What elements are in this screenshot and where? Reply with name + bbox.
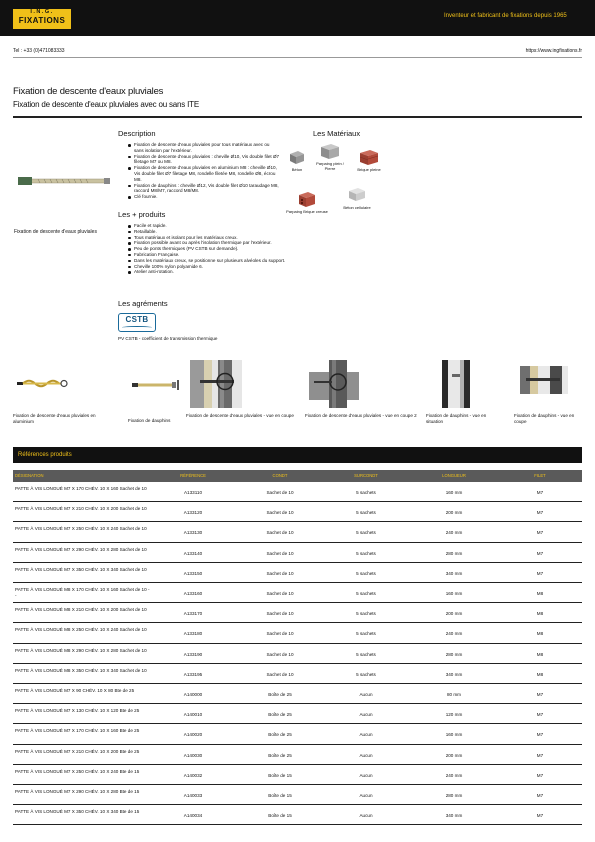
cell-designation: PATTE À VIS LONGUÉ M7 X 350 CHÉV. 10 X 340 Sachet de 10 [15, 566, 147, 572]
table-row [13, 664, 582, 684]
cell-condt: Sachet de 10 [266, 651, 294, 657]
cell-designation: PATTE À VIS LONGUÉ M8 X 250 CHÉV. 10 X 240 Sachet de 10 [15, 627, 147, 633]
beton-cellulaire-icon [347, 186, 367, 204]
brique-creuse-icon [297, 190, 317, 208]
cell-reference: A133170 [183, 611, 203, 617]
material-brique-pleine [352, 148, 386, 173]
cell-designation: PATTE À VIS LONGUÉ M7 X 250 CHÉV. 10 X 240 Sachet de 10 [15, 526, 147, 532]
cell-designation: PATTE À VIS LONGUÉ M7 X 90 CHÉV. 10 X 80 Bte de 25 [15, 688, 135, 693]
cell-designation: PATTE À VIS LONGUÉ M7 X 130 CHÉV. 10 X 120 Bte de 25 [15, 708, 140, 714]
gallery-image-coupe [190, 360, 242, 408]
cell-reference: A140010 [183, 712, 203, 718]
list-item: Fixation de descente d'eaux pluviales : cheville Ø10, Vis double filet Ø7 filetage M7 ou M8. [128, 154, 280, 166]
cell-filet: M7 [536, 550, 544, 556]
gallery-caption-coupe-2: Fixation de descente d'eaux pluviales - vue en coupe 2 [305, 413, 417, 418]
column-header-surcondt: SURCONDT [354, 473, 378, 478]
cell-designation: PATTE À VIS LONGUÉ M8 X 210 CHÉV. 10 X 200 Sachet de 10 [15, 607, 147, 613]
material-label: Béton cellulaire [343, 205, 371, 210]
cell-surcondt: 5 sachets [356, 530, 376, 536]
ing-fixations-logo[interactable] [13, 9, 71, 29]
list-item: Cheville 100% nylon polyamide 6. [128, 264, 288, 270]
cell-condt: Sachet de 10 [266, 611, 294, 617]
description-list [128, 142, 280, 200]
list-item: Clé fournie. [128, 194, 280, 200]
cell-surcondt: Aucun [359, 793, 373, 798]
cell-reference: A140033 [183, 793, 203, 798]
pv-cstb-text[interactable]: PV CSTB - coefficient de transmission thermique [118, 336, 218, 341]
material-beton [286, 148, 308, 173]
material-parpaing-plein [312, 142, 348, 171]
cell-designation: PATTE À VIS LONGUÉ M7 X 170 CHÉV. 10 X 160 Sachet de 10 [15, 486, 147, 491]
cell-filet: M7 [536, 732, 544, 738]
cell-reference: A133150 [183, 570, 203, 576]
cell-condt: Sachet de 10 [266, 631, 294, 637]
table-row [13, 745, 582, 765]
column-header-longueur: LONGUEUR [442, 473, 466, 478]
cell-designation: PATTE À VIS LONGUÉ M8 X 350 CHÉV. 10 X 340 Sachet de 10 [15, 667, 147, 673]
cell-longueur: 280 mm [445, 550, 463, 556]
cell-surcondt: 5 sachets [356, 570, 376, 576]
cell-reference: A133110 [183, 490, 203, 495]
cstb-logo-text: CSTB [125, 315, 149, 324]
cell-designation: PATTE À VIS LONGUÉ M7 X 290 CHÉV. 10 X 280 Bte de 15 [15, 789, 140, 794]
page-subtitle: Fixation de descente d'eaux pluviales avec ou sans ITE [13, 100, 199, 109]
title-divider [13, 116, 582, 118]
plus-produits-title: Les + produits [118, 210, 166, 219]
list-item: Fixation de dauphins : cheville Ø12, Vis double filet Ø10 taraudage M8, raccord M8/M7, raccord M8/M8. [128, 183, 280, 195]
cell-filet: M7 [536, 530, 544, 536]
column-header-designation: DÉSIGNATION [15, 473, 44, 478]
table-row [13, 724, 582, 744]
table-row [13, 704, 582, 724]
material-brique-creuse [286, 190, 328, 215]
cell-longueur: 340 mm [445, 671, 463, 677]
cell-longueur: 240 mm [445, 772, 463, 778]
materials-grid [286, 142, 396, 226]
product-caption: Fixation de descente d'eaux pluviales [14, 229, 97, 235]
list-item: Fixation possible avant ou après l'isolation thermique par l'extérieur. [128, 240, 288, 246]
cell-reference: A133140 [183, 550, 203, 556]
page-title: Fixation de descente d'eaux pluviales [13, 86, 164, 97]
table-row [13, 785, 582, 805]
column-header-condt: CONDT [272, 473, 288, 478]
cell-condt: Sachet de 10 [266, 490, 294, 495]
cell-reference: A140030 [183, 752, 203, 758]
table-row [13, 583, 582, 603]
table-row [13, 765, 582, 785]
cell-filet: M8 [536, 671, 544, 677]
cell-longueur: 160 mm [445, 490, 463, 495]
beton-icon [288, 148, 306, 166]
table-row [13, 603, 582, 623]
tagline: Inventeur et fabricant de fixations depuis 1965 [444, 13, 567, 19]
top-banner [0, 0, 595, 36]
cell-condt: Sachet de 10 [266, 550, 294, 556]
column-header-reference: RÉFÉRENCE [180, 473, 206, 478]
cell-surcondt: Aucun [359, 752, 373, 758]
cell-longueur: 160 mm [445, 732, 463, 738]
references-title: Références produits [13, 447, 582, 463]
cell-designation: PATTE À VIS LONGUÉ M7 X 350 CHÉV. 10 X 340 Bte de 15 [15, 809, 140, 815]
cell-filet: M8 [536, 611, 544, 617]
material-label: Brique pleine [357, 167, 381, 172]
header-divider [13, 57, 582, 58]
cell-reference: A140032 [183, 772, 203, 778]
cell-longueur: 120 mm [445, 712, 463, 718]
cell-reference: A140000 [183, 692, 203, 697]
cell-surcondt: 5 sachets [356, 671, 376, 677]
cell-filet: M7 [536, 712, 544, 718]
table-row [13, 684, 582, 704]
list-item: Peu de ponts thermiques (PV CSTB sur demande). [128, 246, 288, 252]
material-label: Béton [291, 167, 303, 172]
logo-line2: FIXATIONS [18, 15, 66, 25]
table-row [13, 522, 582, 542]
cell-longueur: 200 mm [445, 752, 463, 758]
list-item: Fixation de descente d'eaux pluviales pour tous matériaux avec ou sans isolation par l'extérieur. [128, 142, 280, 154]
list-item: Tous matériaux et isolant pour les matériaux creux. [128, 235, 288, 241]
cell-condt: Boîte de 25 [268, 692, 292, 697]
table-row [13, 805, 582, 825]
cell-condt: Sachet de 10 [266, 591, 294, 596]
cell-surcondt: 5 sachets [356, 631, 376, 637]
cell-designation: PATTE À VIS LONGUÉ M7 X 250 CHÉV. 10 X 240 Bte de 15 [15, 768, 140, 774]
cstb-logo-arc [122, 326, 152, 329]
cell-reference: A140034 [183, 813, 203, 819]
table-row [13, 623, 582, 643]
cell-filet: M8 [536, 591, 544, 596]
cell-condt: Boîte de 25 [268, 752, 292, 758]
cell-reference: A133195 [183, 671, 203, 677]
cell-filet: M7 [536, 570, 544, 576]
cell-condt: Sachet de 10 [266, 530, 294, 536]
cstb-logo[interactable] [118, 313, 156, 332]
cell-surcondt: Aucun [359, 813, 373, 819]
cell-longueur: 340 mm [445, 813, 463, 819]
cell-filet: M7 [536, 793, 544, 798]
cell-designation: PATTE À VIS LONGUÉ M7 X 210 CHÉV. 10 X 200 Sachet de 10 [15, 506, 147, 512]
cell-filet: M7 [536, 813, 544, 819]
cell-filet: M7 [536, 772, 544, 778]
cell-longueur: 80 mm [446, 692, 462, 697]
cell-condt: Sachet de 10 [266, 570, 294, 576]
material-label: Parpaing Brique creuse [286, 209, 328, 214]
cell-condt: Sachet de 10 [266, 671, 294, 677]
cell-reference: A140020 [183, 732, 203, 738]
list-item: Atelier anti-rotation. [128, 269, 288, 275]
cell-filet: M7 [536, 510, 544, 516]
logo-line1: I.N.G. [30, 9, 54, 15]
gallery-image-dauphins-situation [442, 360, 470, 408]
table-row [13, 502, 582, 522]
product-image [18, 174, 110, 188]
parpaing-plein-icon [319, 142, 341, 160]
phone-number[interactable]: Tel : +33 (0)471083333 [13, 48, 65, 54]
cell-surcondt: Aucun [359, 692, 373, 697]
cell-surcondt: Aucun [359, 732, 373, 738]
cell-surcondt: 5 sachets [356, 611, 376, 617]
cell-longueur: 340 mm [445, 570, 463, 576]
cell-filet: M8 [536, 651, 544, 657]
cell-longueur: 280 mm [445, 651, 463, 657]
cell-filet: M7 [536, 490, 544, 495]
cell-designation: PATTE À VIS LONGUÉ M7 X 170 CHÉV. 10 X 160 Bte de 25 [15, 728, 140, 734]
cell-designation: PATTE À VIS LONGUÉ M8 X 170 CHÉV. 10 X 160 Sachet de 10 -- [15, 587, 150, 598]
cell-surcondt: Aucun [359, 712, 373, 718]
gallery-image-dauphins [132, 378, 182, 392]
cell-reference: A133120 [183, 510, 203, 516]
cell-surcondt: 5 sachets [356, 591, 376, 596]
gallery-image-dauphins-coupe [520, 366, 568, 394]
gallery-image-coupe-2 [309, 360, 359, 408]
cell-longueur: 280 mm [445, 793, 463, 798]
list-item: Retaillable. [128, 229, 288, 235]
table-row [13, 563, 582, 583]
cell-longueur: 200 mm [445, 611, 463, 617]
cell-surcondt: 5 sachets [356, 490, 376, 495]
gallery-caption-dauphins-coupe: Fixation de dauphins - vue en coupe [514, 413, 575, 424]
cell-surcondt: 5 sachets [356, 651, 376, 657]
agrements-title: Les agréments [118, 299, 168, 308]
gallery-caption-aluminium: Fixation de descente d'eaux pluviales en aluminium [13, 413, 96, 424]
cell-condt: Boîte de 15 [268, 813, 292, 819]
plus-produits-list [128, 223, 288, 275]
column-header-filet: FILET [534, 473, 546, 478]
material-beton-cellulaire [342, 186, 372, 211]
cell-surcondt: 5 sachets [356, 510, 376, 516]
gallery-caption-dauphins-situation: Fixation de dauphins - vue en situation [426, 413, 487, 424]
gallery-caption-dauphins: Fixation de dauphins [128, 418, 171, 423]
cell-condt: Boîte de 25 [268, 732, 292, 738]
table-row [13, 482, 582, 502]
gallery-caption-coupe: Fixation de descente d'eaux pluviales - vue en coupe [186, 413, 294, 418]
website-link[interactable]: https://www.ingfixations.fr [525, 48, 582, 54]
cell-condt: Sachet de 10 [266, 510, 294, 516]
cell-surcondt: Aucun [359, 772, 373, 778]
list-item: Facile et rapide. [128, 223, 288, 229]
cell-surcondt: 5 sachets [356, 550, 376, 556]
materiaux-title: Les Matériaux [313, 129, 361, 138]
cell-reference: A133160 [183, 591, 203, 596]
cell-reference: A133130 [183, 530, 203, 536]
cell-filet: M8 [536, 631, 544, 637]
cell-condt: Boîte de 25 [268, 712, 292, 718]
gallery-image-aluminium [17, 376, 69, 390]
cell-longueur: 240 mm [445, 631, 463, 637]
list-item: Fixation de descente d'eaux pluviales en aluminium M8 : cheville Ø10, Vis double filet Ø7 filetage M8, rondelle filetée M8, rondelle Ø8, écrou M8. [128, 165, 280, 182]
cell-condt: Boîte de 15 [268, 772, 292, 778]
table-header [13, 470, 582, 482]
cell-filet: M7 [536, 692, 544, 697]
cell-reference: A133190 [183, 651, 203, 657]
table-row [13, 543, 582, 563]
table-row [13, 644, 582, 664]
brique-pleine-icon [358, 148, 380, 166]
material-label: Parpaing plein / Pierre [316, 161, 344, 171]
list-item: Fabrication Française. [128, 252, 288, 258]
cell-designation: PATTE À VIS LONGUÉ M7 X 210 CHÉV. 10 X 200 Bte de 25 [15, 748, 140, 754]
cell-designation: PATTE À VIS LONGUÉ M7 X 290 CHÉV. 10 X 280 Sachet de 10 [15, 546, 147, 552]
cell-filet: M7 [536, 752, 544, 758]
cell-longueur: 160 mm [445, 591, 463, 596]
cell-condt: Boîte de 15 [268, 793, 292, 798]
description-title: Description [118, 129, 156, 138]
cell-reference: A133180 [183, 631, 203, 637]
cell-designation: PATTE À VIS LONGUÉ M8 X 290 CHÉV. 10 X 280 Sachet de 10 [15, 647, 147, 653]
cell-longueur: 240 mm [445, 530, 463, 536]
list-item: Dans les matériaux creux, se positionne sur plusieurs alvéoles du support. [128, 258, 288, 264]
cell-longueur: 200 mm [445, 510, 463, 516]
